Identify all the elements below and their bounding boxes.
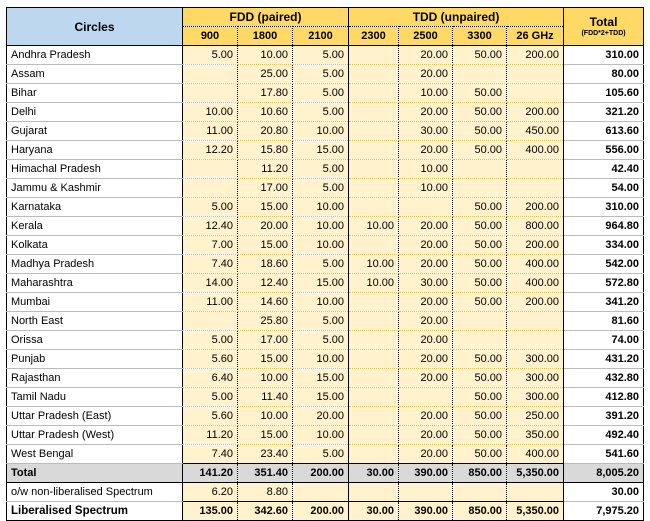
circle-name: Rajasthan [7, 369, 183, 388]
spectrum-value-cell: 200.00 [507, 103, 564, 122]
table-row [7, 331, 644, 350]
spectrum-value-cell [349, 160, 399, 179]
spectrum-value-cell [293, 483, 349, 502]
row-total-cell: 492.40 [564, 426, 644, 445]
header-tdd-group: TDD (unpaired) [349, 8, 564, 27]
circle-name: Kerala [7, 217, 183, 236]
spectrum-value-cell [349, 122, 399, 141]
circle-name: Gujarat [7, 122, 183, 141]
spectrum-value-cell: 5,350.00 [507, 464, 564, 483]
spectrum-value-cell: 20.00 [399, 217, 453, 236]
spectrum-value-cell: 10.00 [293, 426, 349, 445]
circle-name: Liberalised Spectrum [7, 502, 183, 521]
spectrum-value-cell: 10.00 [238, 369, 293, 388]
row-total-cell: 341.20 [564, 293, 644, 312]
row-total-cell: 105.60 [564, 84, 644, 103]
spectrum-value-cell: 15.00 [238, 426, 293, 445]
spectrum-value-cell: 200.00 [507, 46, 564, 65]
spectrum-value-cell: 20.00 [399, 46, 453, 65]
table-row [7, 388, 644, 407]
spectrum-value-cell: 850.00 [453, 502, 507, 521]
spectrum-value-cell [507, 160, 564, 179]
spectrum-value-cell: 20.00 [399, 350, 453, 369]
spectrum-value-cell: 10.60 [238, 103, 293, 122]
spectrum-value-cell: 10.00 [293, 236, 349, 255]
spectrum-value-cell: 390.00 [399, 464, 453, 483]
spectrum-value-cell: 200.00 [507, 236, 564, 255]
spectrum-value-cell [507, 179, 564, 198]
spectrum-value-cell: 50.00 [453, 141, 507, 160]
spectrum-value-cell: 11.00 [183, 122, 238, 141]
spectrum-value-cell [453, 312, 507, 331]
spectrum-value-cell: 17.00 [238, 179, 293, 198]
spectrum-value-cell: 200.00 [507, 293, 564, 312]
spectrum-value-cell: 14.00 [183, 274, 238, 293]
spectrum-value-cell: 5.00 [183, 388, 238, 407]
row-total-cell: 321.20 [564, 103, 644, 122]
spectrum-value-cell: 15.00 [238, 350, 293, 369]
spectrum-value-cell: 12.40 [183, 217, 238, 236]
row-total-cell: 541.60 [564, 445, 644, 464]
spectrum-value-cell: 30.00 [399, 274, 453, 293]
spectrum-value-cell: 200.00 [293, 464, 349, 483]
spectrum-value-cell: 15.00 [293, 388, 349, 407]
spectrum-value-cell: 5.00 [293, 179, 349, 198]
circle-name: North East [7, 312, 183, 331]
circle-name: West Bengal [7, 445, 183, 464]
spectrum-value-cell: 50.00 [453, 103, 507, 122]
circle-name: Himachal Pradesh [7, 160, 183, 179]
spectrum-value-cell: 17.80 [238, 84, 293, 103]
spectrum-value-cell: 20.00 [399, 369, 453, 388]
spectrum-value-cell: 5.00 [293, 65, 349, 84]
spectrum-value-cell: 300.00 [507, 350, 564, 369]
header-band: 26 GHz [507, 27, 564, 46]
spectrum-value-cell: 7.40 [183, 445, 238, 464]
circle-name: Orissa [7, 331, 183, 350]
spectrum-value-cell: 25.00 [238, 65, 293, 84]
spectrum-value-cell: 30.00 [399, 122, 453, 141]
spectrum-value-cell: 50.00 [453, 198, 507, 217]
circle-name: Karnataka [7, 198, 183, 217]
header-band: 900 [183, 27, 238, 46]
circle-name: Maharashtra [7, 274, 183, 293]
spectrum-value-cell: 300.00 [507, 369, 564, 388]
spectrum-value-cell: 400.00 [507, 255, 564, 274]
spectrum-value-cell: 10.00 [349, 217, 399, 236]
spectrum-value-cell: 5.60 [183, 407, 238, 426]
spectrum-value-cell: 5.00 [293, 103, 349, 122]
spectrum-value-cell [453, 160, 507, 179]
spectrum-value-cell: 10.00 [293, 217, 349, 236]
row-total-cell: 432.80 [564, 369, 644, 388]
spectrum-table [6, 7, 644, 521]
spectrum-value-cell: 17.00 [238, 331, 293, 350]
spectrum-value-cell: 300.00 [507, 388, 564, 407]
table-row [7, 198, 644, 217]
spectrum-value-cell: 11.00 [183, 293, 238, 312]
spectrum-value-cell [399, 483, 453, 502]
spectrum-value-cell: 10.00 [349, 274, 399, 293]
spectrum-value-cell [183, 84, 238, 103]
spectrum-value-cell: 15.00 [293, 274, 349, 293]
row-total-cell: 964.80 [564, 217, 644, 236]
spectrum-value-cell [349, 445, 399, 464]
circle-name: Uttar Pradesh (West) [7, 426, 183, 445]
spectrum-value-cell: 50.00 [453, 293, 507, 312]
header-total-formula: (FDD*2+TDD) [581, 29, 626, 37]
circle-name: Madhya Pradesh [7, 255, 183, 274]
spectrum-value-cell: 50.00 [453, 388, 507, 407]
spectrum-value-cell: 15.00 [293, 141, 349, 160]
spectrum-value-cell: 50.00 [453, 255, 507, 274]
spectrum-value-cell: 6.40 [183, 369, 238, 388]
row-total-cell: 556.00 [564, 141, 644, 160]
row-total-cell: 81.60 [564, 312, 644, 331]
circle-name: Uttar Pradesh (East) [7, 407, 183, 426]
spectrum-value-cell [349, 198, 399, 217]
circle-name: Kolkata [7, 236, 183, 255]
spectrum-value-cell: 10.00 [399, 84, 453, 103]
row-total-cell: 7,975.20 [564, 502, 644, 521]
spectrum-value-cell [399, 388, 453, 407]
spectrum-value-cell: 5.00 [293, 46, 349, 65]
circle-name: Mumbai [7, 293, 183, 312]
table-row [7, 312, 644, 331]
spectrum-value-cell: 20.80 [238, 122, 293, 141]
spectrum-value-cell [349, 141, 399, 160]
spectrum-value-cell [349, 388, 399, 407]
spectrum-value-cell [349, 426, 399, 445]
spectrum-value-cell [349, 293, 399, 312]
header-band: 1800 [238, 27, 293, 46]
spectrum-value-cell: 20.00 [399, 65, 453, 84]
spectrum-value-cell: 400.00 [507, 445, 564, 464]
spectrum-value-cell: 200.00 [293, 502, 349, 521]
spectrum-value-cell: 10.00 [399, 179, 453, 198]
spectrum-value-cell: 12.40 [238, 274, 293, 293]
spectrum-value-cell [183, 179, 238, 198]
spectrum-value-cell [349, 312, 399, 331]
spectrum-value-cell: 18.60 [238, 255, 293, 274]
spectrum-value-cell: 20.00 [399, 236, 453, 255]
spectrum-value-cell: 50.00 [453, 122, 507, 141]
table-row [7, 141, 644, 160]
header-band: 2100 [293, 27, 349, 46]
spectrum-value-cell: 50.00 [453, 274, 507, 293]
spectrum-value-cell: 11.20 [238, 160, 293, 179]
spectrum-value-cell: 5.00 [293, 255, 349, 274]
spectrum-value-cell [399, 198, 453, 217]
circle-name: Delhi [7, 103, 183, 122]
spectrum-value-cell: 23.40 [238, 445, 293, 464]
spectrum-value-cell: 50.00 [453, 236, 507, 255]
spectrum-value-cell: 10.00 [183, 103, 238, 122]
spectrum-value-cell: 20.00 [293, 407, 349, 426]
spectrum-value-cell: 20.00 [399, 103, 453, 122]
spectrum-value-cell [453, 65, 507, 84]
spectrum-value-cell: 5.00 [293, 331, 349, 350]
circle-name: Tamil Nadu [7, 388, 183, 407]
row-total-cell: 431.20 [564, 350, 644, 369]
spectrum-value-cell [349, 407, 399, 426]
table-row [7, 407, 644, 426]
spectrum-value-cell: 350.00 [507, 426, 564, 445]
non-liberalised-row [7, 483, 644, 502]
spectrum-value-cell: 50.00 [453, 350, 507, 369]
spectrum-value-cell: 20.00 [399, 331, 453, 350]
row-total-cell: 412.80 [564, 388, 644, 407]
spectrum-value-cell: 20.00 [399, 293, 453, 312]
spectrum-value-cell [349, 179, 399, 198]
liberalised-row [7, 502, 644, 521]
header-band: 2500 [399, 27, 453, 46]
spectrum-value-cell: 5.00 [293, 312, 349, 331]
circle-name: o/w non-liberalised Spectrum [7, 483, 183, 502]
spectrum-value-cell [349, 46, 399, 65]
circle-name: Haryana [7, 141, 183, 160]
spectrum-value-cell: 800.00 [507, 217, 564, 236]
table-row [7, 46, 644, 65]
circle-name: Total [7, 464, 183, 483]
spectrum-value-cell [507, 65, 564, 84]
table-row [7, 445, 644, 464]
spectrum-value-cell: 141.20 [183, 464, 238, 483]
spectrum-value-cell: 50.00 [453, 426, 507, 445]
spectrum-value-cell: 7.00 [183, 236, 238, 255]
spectrum-value-cell [453, 179, 507, 198]
spectrum-value-cell [507, 312, 564, 331]
table-row [7, 65, 644, 84]
spectrum-value-cell: 5.00 [293, 445, 349, 464]
spectrum-value-cell [349, 369, 399, 388]
spectrum-value-cell: 15.80 [238, 141, 293, 160]
spectrum-value-cell: 342.60 [238, 502, 293, 521]
spectrum-value-cell: 450.00 [507, 122, 564, 141]
spectrum-value-cell [349, 350, 399, 369]
row-total-cell: 42.40 [564, 160, 644, 179]
spectrum-value-cell [507, 483, 564, 502]
spectrum-value-cell [183, 312, 238, 331]
circle-name: Bihar [7, 84, 183, 103]
spectrum-value-cell: 20.00 [399, 255, 453, 274]
spectrum-value-cell: 20.00 [399, 426, 453, 445]
spectrum-value-cell: 5.00 [183, 198, 238, 217]
table-row [7, 236, 644, 255]
circle-name: Andhra Pradesh [7, 46, 183, 65]
table-row [7, 122, 644, 141]
row-total-cell: 54.00 [564, 179, 644, 198]
row-total-cell: 572.80 [564, 274, 644, 293]
spectrum-value-cell: 10.00 [238, 46, 293, 65]
header-total [564, 8, 644, 46]
spectrum-value-cell: 30.00 [349, 502, 399, 521]
table-row [7, 160, 644, 179]
table-row [7, 84, 644, 103]
spectrum-value-cell: 5,350.00 [507, 502, 564, 521]
spectrum-value-cell: 50.00 [453, 407, 507, 426]
row-total-cell: 8,005.20 [564, 464, 644, 483]
row-total-cell: 30.00 [564, 483, 644, 502]
row-total-cell: 74.00 [564, 331, 644, 350]
spectrum-value-cell: 15.00 [293, 369, 349, 388]
row-total-cell: 334.00 [564, 236, 644, 255]
spectrum-value-cell [349, 331, 399, 350]
spectrum-value-cell [183, 160, 238, 179]
header-fdd-group: FDD (paired) [183, 8, 349, 27]
spectrum-value-cell: 5.00 [293, 160, 349, 179]
spectrum-value-cell: 5.00 [183, 331, 238, 350]
spectrum-value-cell: 850.00 [453, 464, 507, 483]
row-total-cell: 310.00 [564, 198, 644, 217]
circle-name: Assam [7, 65, 183, 84]
spectrum-value-cell: 5.60 [183, 350, 238, 369]
spectrum-value-cell [349, 84, 399, 103]
spectrum-value-cell: 30.00 [349, 464, 399, 483]
header-band: 3300 [453, 27, 507, 46]
spectrum-value-cell: 390.00 [399, 502, 453, 521]
table-row [7, 293, 644, 312]
spectrum-value-cell: 10.00 [293, 350, 349, 369]
spectrum-value-cell: 351.40 [238, 464, 293, 483]
row-total-cell: 80.00 [564, 65, 644, 84]
spectrum-value-cell [349, 483, 399, 502]
table-row [7, 103, 644, 122]
spectrum-value-cell: 10.00 [293, 198, 349, 217]
row-total-cell: 310.00 [564, 46, 644, 65]
spectrum-value-cell: 20.00 [399, 445, 453, 464]
spectrum-value-cell: 400.00 [507, 274, 564, 293]
circle-name: Punjab [7, 350, 183, 369]
spectrum-value-cell: 10.00 [238, 407, 293, 426]
spectrum-value-cell: 10.00 [399, 160, 453, 179]
spectrum-value-cell: 20.00 [399, 312, 453, 331]
table-row [7, 369, 644, 388]
spectrum-value-cell: 50.00 [453, 445, 507, 464]
spectrum-value-cell: 25.80 [238, 312, 293, 331]
spectrum-value-cell [349, 103, 399, 122]
row-total-cell: 542.00 [564, 255, 644, 274]
circle-name: Jammu & Kashmir [7, 179, 183, 198]
spectrum-value-cell: 10.00 [293, 122, 349, 141]
spectrum-value-cell: 15.00 [238, 236, 293, 255]
spectrum-value-cell: 12.20 [183, 141, 238, 160]
total-row [7, 464, 644, 483]
header-total-label: Total [589, 14, 618, 29]
spectrum-value-cell [453, 331, 507, 350]
spectrum-value-cell: 20.00 [399, 407, 453, 426]
spectrum-value-cell: 15.00 [238, 198, 293, 217]
spectrum-value-cell: 5.00 [183, 46, 238, 65]
table-row [7, 217, 644, 236]
spectrum-value-cell: 8.80 [238, 483, 293, 502]
spectrum-value-cell: 20.00 [238, 217, 293, 236]
spectrum-value-cell: 250.00 [507, 407, 564, 426]
spectrum-value-cell [507, 84, 564, 103]
spectrum-value-cell: 11.40 [238, 388, 293, 407]
spectrum-value-cell: 50.00 [453, 84, 507, 103]
table-row [7, 179, 644, 198]
header-circles: Circles [7, 8, 183, 46]
row-total-cell: 613.60 [564, 122, 644, 141]
spectrum-value-cell: 11.20 [183, 426, 238, 445]
spectrum-value-cell: 10.00 [293, 293, 349, 312]
spectrum-value-cell [507, 331, 564, 350]
spectrum-value-cell: 5.00 [293, 84, 349, 103]
header-band: 2300 [349, 27, 399, 46]
spectrum-value-cell: 200.00 [507, 198, 564, 217]
table-row [7, 426, 644, 445]
spectrum-value-cell: 135.00 [183, 502, 238, 521]
spectrum-value-cell: 400.00 [507, 141, 564, 160]
spectrum-value-cell [349, 65, 399, 84]
spectrum-value-cell: 50.00 [453, 217, 507, 236]
spectrum-value-cell: 10.00 [349, 255, 399, 274]
table-row [7, 255, 644, 274]
spectrum-value-cell: 6.20 [183, 483, 238, 502]
row-total-cell: 391.20 [564, 407, 644, 426]
table-row [7, 350, 644, 369]
spectrum-value-cell: 50.00 [453, 46, 507, 65]
spectrum-value-cell: 7.40 [183, 255, 238, 274]
table-row [7, 274, 644, 293]
spectrum-value-cell [349, 236, 399, 255]
spectrum-value-cell: 50.00 [453, 369, 507, 388]
spectrum-value-cell: 14.60 [238, 293, 293, 312]
spectrum-value-cell [453, 483, 507, 502]
spectrum-value-cell: 20.00 [399, 141, 453, 160]
spectrum-value-cell [183, 65, 238, 84]
